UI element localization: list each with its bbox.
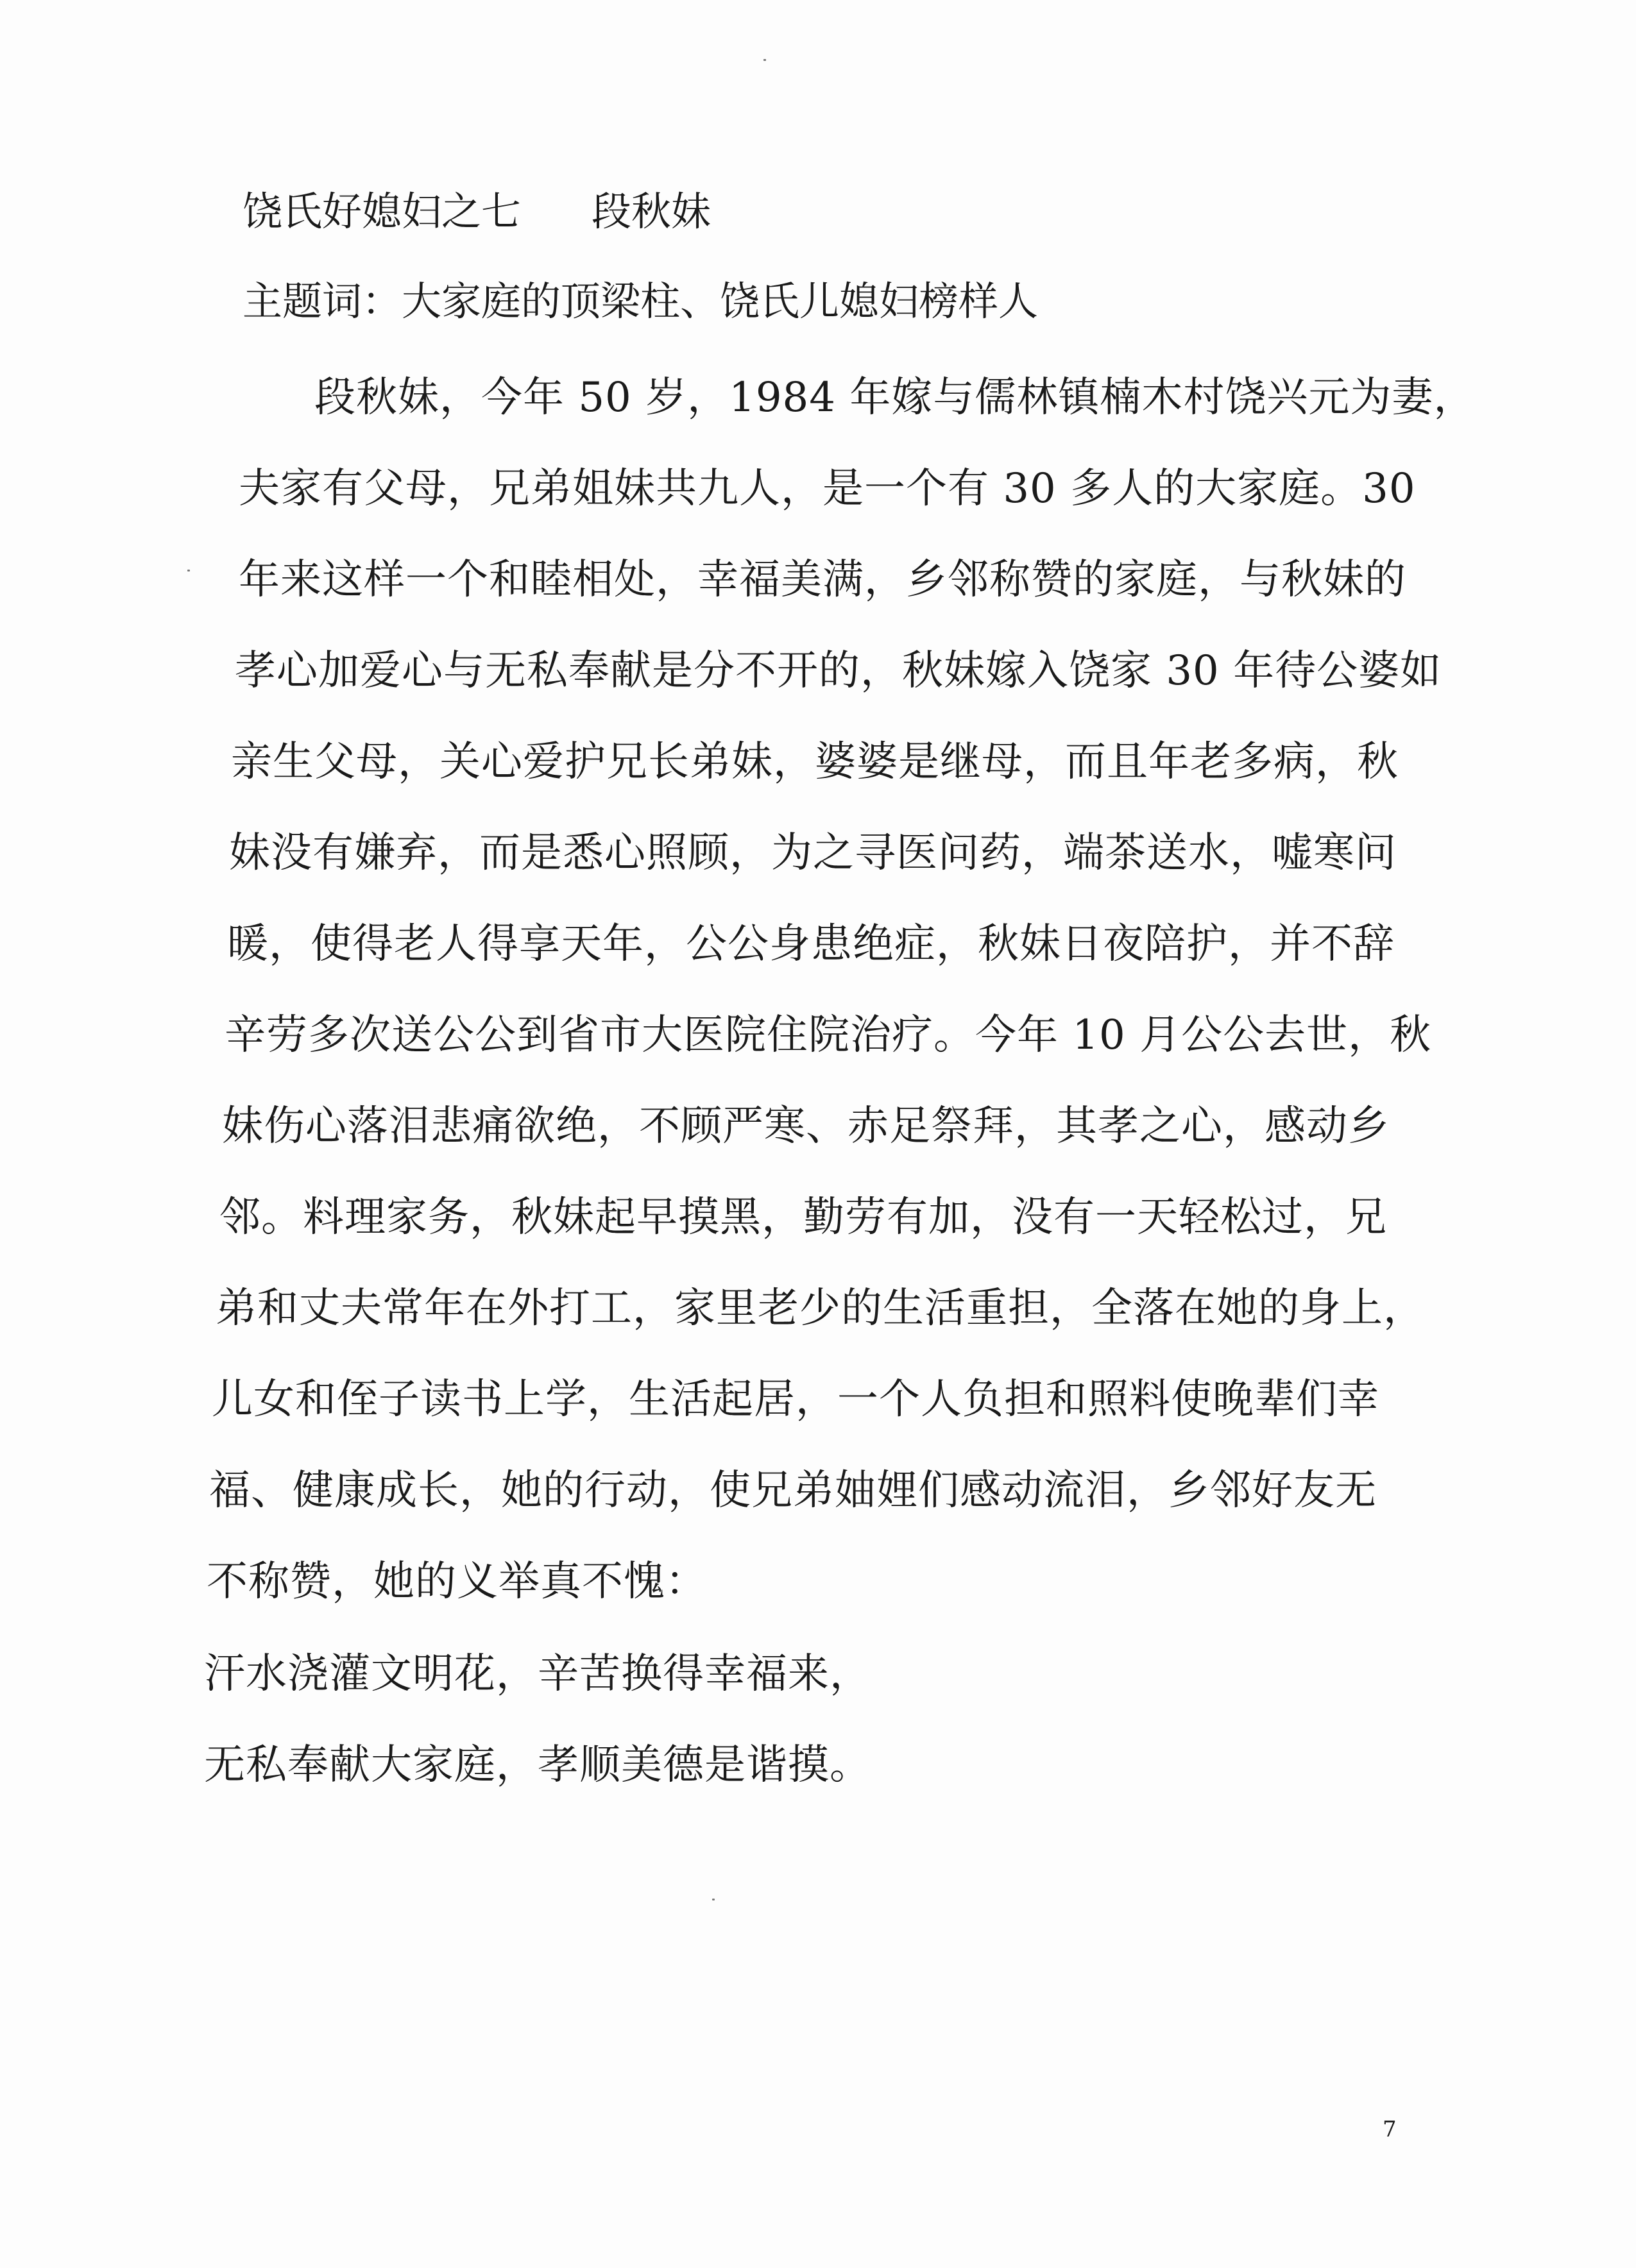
honoree-name: 段秋妹 [592,188,711,235]
scan-speck [187,570,190,571]
scan-speck [712,1899,715,1900]
document-title: 饶氏好媳妇之七 [243,188,522,235]
page-number: 7 [1383,2117,1397,2142]
body-line: 儿女和侄子读书上学，生活起居，一个人负担和照料使晚辈们幸 [212,1376,1379,1423]
poem-line: 无私奉献大家庭，孝顺美德是谐摸。 [204,1741,871,1789]
body-line: 孝心加爱心与无私奉献是分不开的，秋妹嫁入饶家 30 年待公婆如 [235,647,1442,695]
poem-line: 汗水浇灌文明花，辛苦换得幸福来， [204,1650,871,1698]
body-line: 夫家有父母，兄弟姐妹共九人，是一个有 30 多人的大家庭。30 [239,465,1416,512]
body-line: 辛劳多次送公公到省市大医院住院治疗。今年 10 月公公去世，秋 [225,1011,1432,1059]
body-line: 段秋妹，今年 50 岁，1984 年嫁与儒林镇楠木村饶兴元为妻， [314,374,1476,421]
document-title-line [243,186,711,237]
body-line: 暖，使得老人得享天年，公公身患绝症，秋妹日夜陪护，并不辞 [227,920,1395,968]
subject-text: 大家庭的顶梁柱、饶氏儿媳妇榜样人 [402,278,1039,325]
body-line: 妹伤心落泪悲痛欲绝，不顾严寒、赤足祭拜，其孝之心，感动乡 [222,1103,1390,1150]
subject-label: 主题词： [243,278,402,325]
body-line: 不称赞，她的义举真不愧： [207,1558,707,1605]
body-line: 福、健康成长，她的行动，使兄弟妯娌们感动流泪，乡邻好友无 [209,1467,1377,1514]
scan-speck [763,59,766,61]
body-line: 年来这样一个和睦相处，幸福美满，乡邻称赞的家庭，与秋妹的 [239,556,1406,604]
body-line: 亲生父母，关心爱护兄长弟妹，婆婆是继母，而且年老多病，秋 [231,738,1399,786]
body-line: 弟和丈夫常年在外打工，家里老少的生活重担，全落在她的身上， [216,1285,1425,1332]
body-line: 邻。料理家务，秋妹起早摸黑，勤劳有加，没有一天轻松过，兄 [219,1194,1387,1241]
subject-line [243,276,1038,327]
body-line: 妹没有嫌弃，而是悉心照顾，为之寻医问药，端茶送水，嘘寒问 [229,829,1397,877]
